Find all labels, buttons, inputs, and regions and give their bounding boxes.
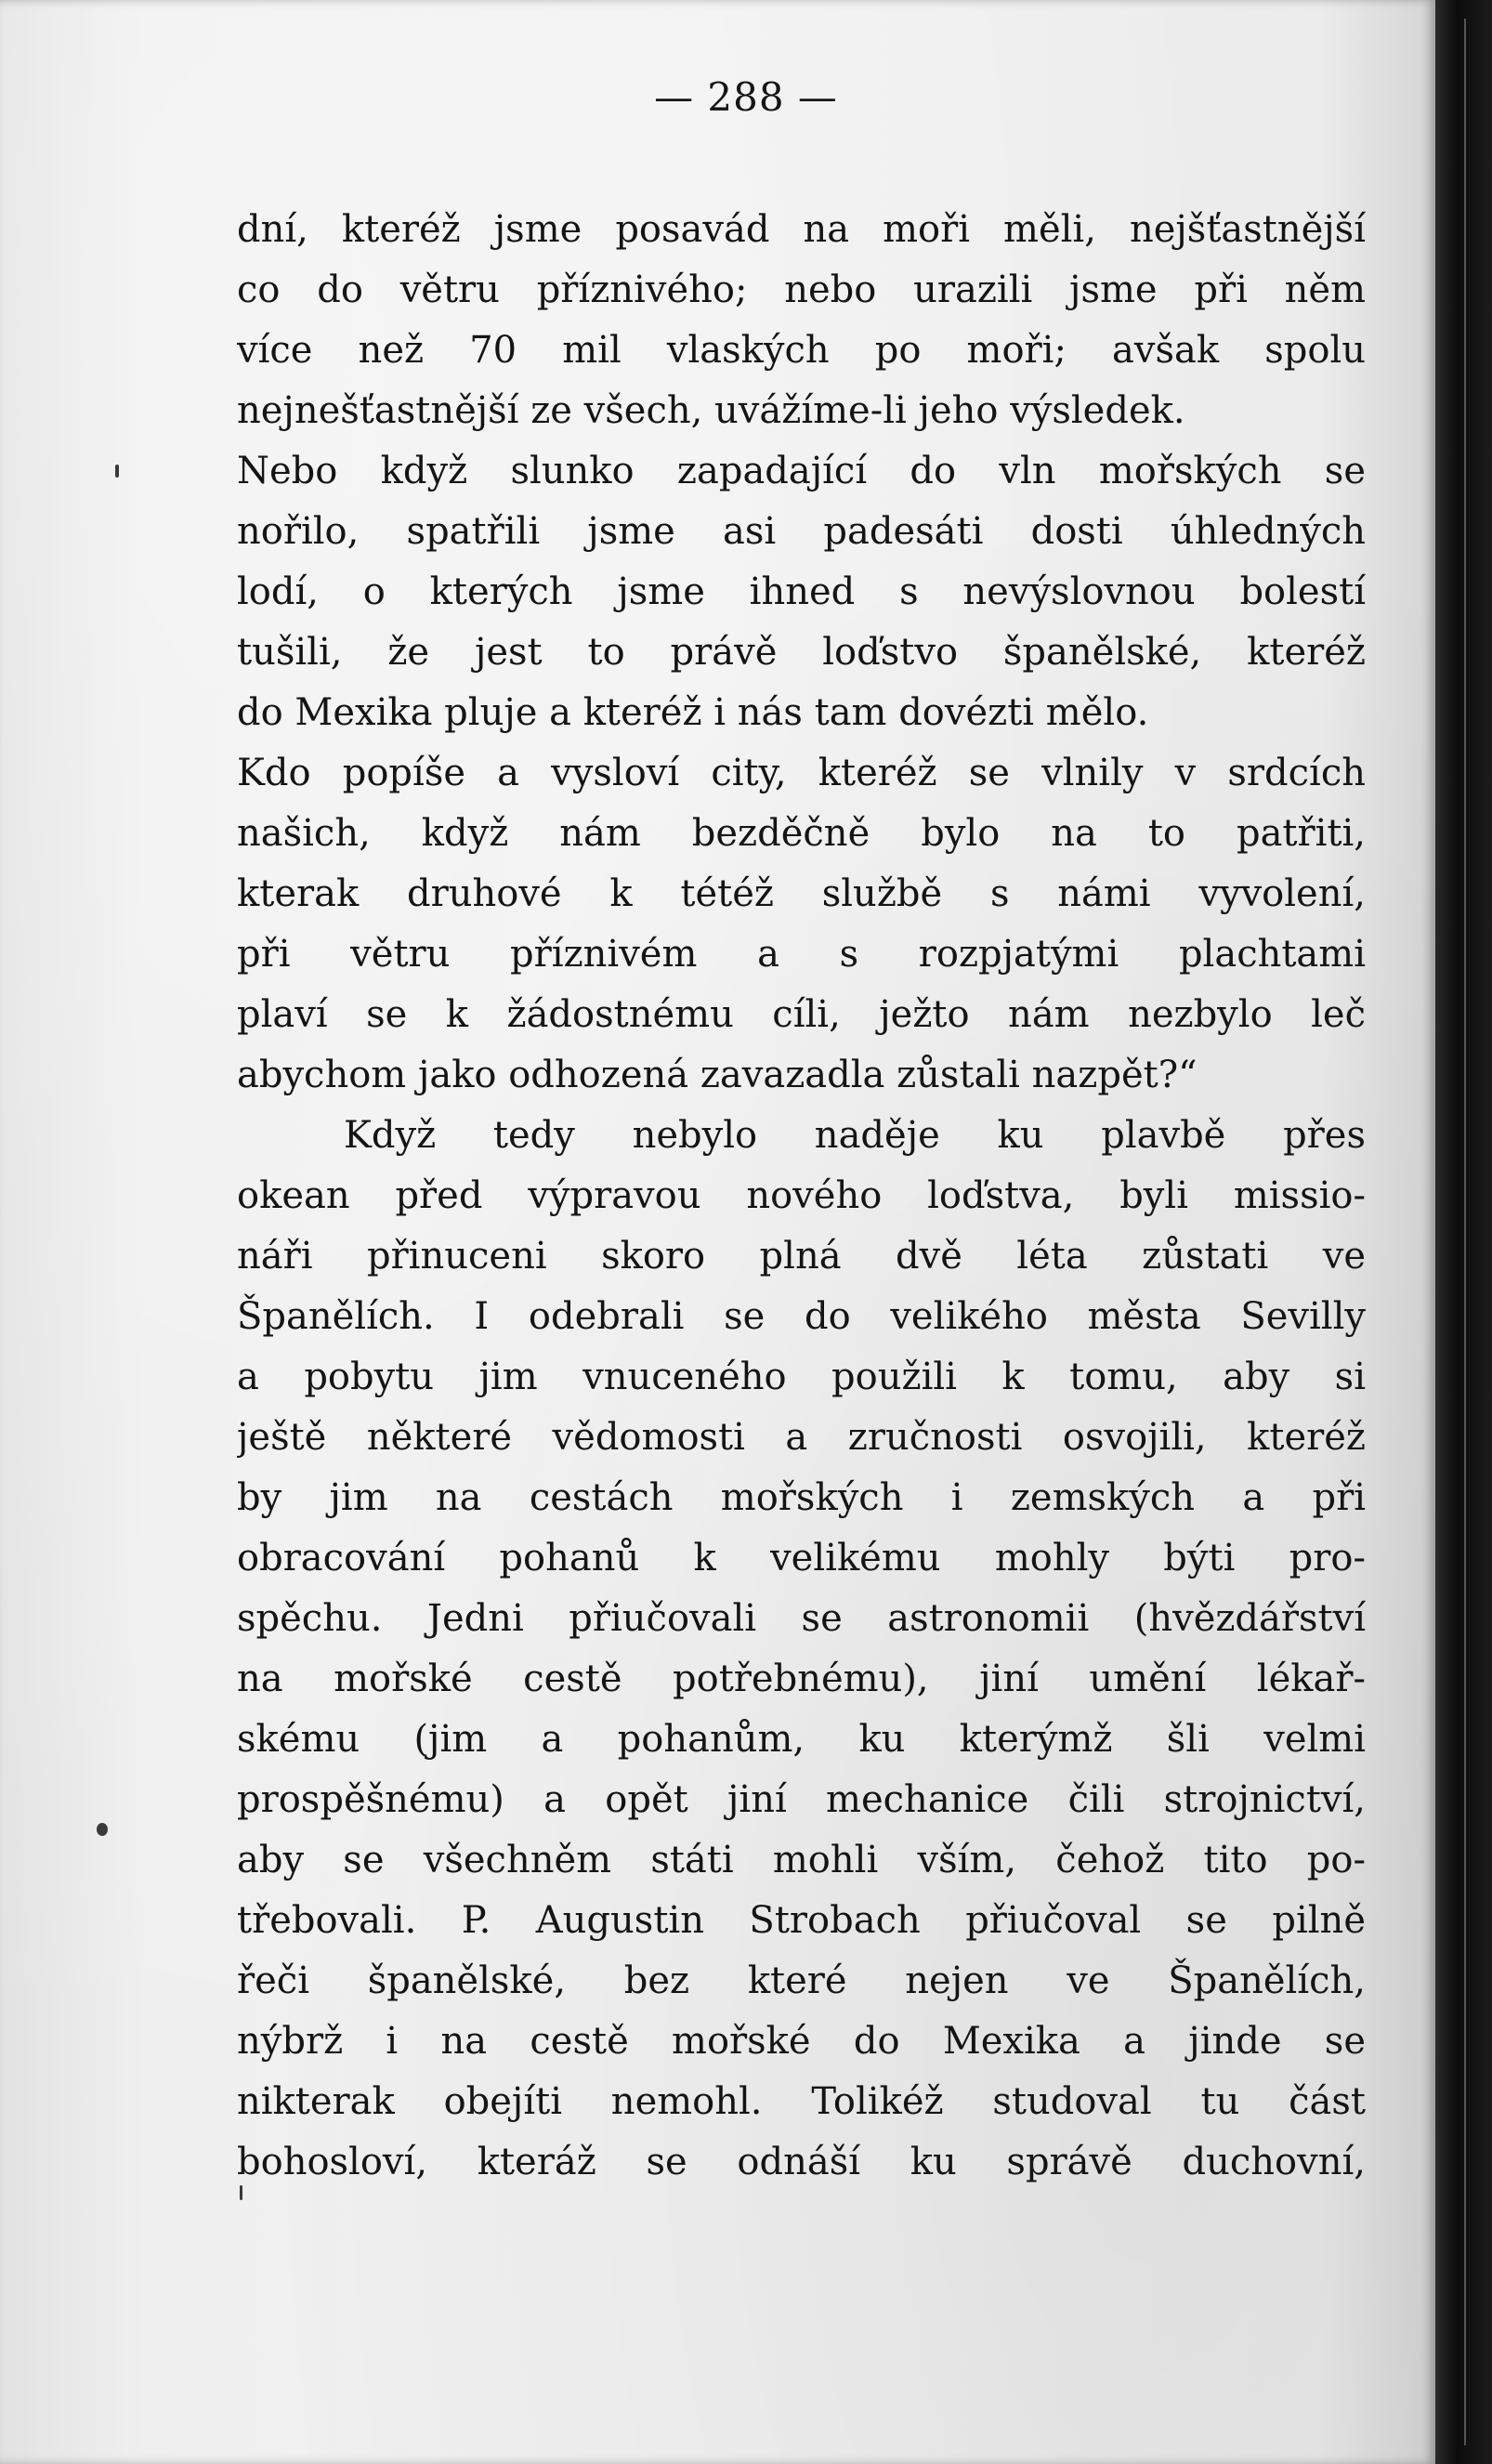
text-line: bohosloví, kteráž se odnáší ku správě duchovní,: [237, 2141, 1366, 2183]
text-line: nejnešťastnější ze všech, uvážíme-li jeho výsledek.: [237, 389, 1185, 432]
text-line: řeči španělské, bez které nejen ve Španělích,: [237, 1959, 1366, 2002]
text-line: skému (jim a pohanům, ku kterýmž šli velmi: [237, 1718, 1366, 1761]
ink-speck: [97, 1823, 108, 1836]
page-edge-line: [1464, 19, 1466, 2445]
text-line: prospěšnému) a opět jiní mechanice čili strojnictví,: [237, 1778, 1366, 1821]
text-line: nořilo, spatřili jsme asi padesáti dosti úhledných: [237, 510, 1366, 553]
text-line: náři přinuceni skoro plná dvě léta zůstati ve: [237, 1235, 1366, 1278]
ink-speck: [115, 465, 119, 478]
text-line: při větru příznivém a s rozpjatými plachtami: [237, 933, 1366, 976]
text-line: co do větru příznivého; nebo urazili jsme při něm: [237, 269, 1366, 311]
text-line: Když tedy nebylo naděje ku plavbě přes: [344, 1114, 1366, 1157]
body-text: [237, 200, 1366, 2193]
text-line: ještě některé vědomosti a zručnosti osvojili, kteréž: [237, 1416, 1366, 1459]
text-line: by jim na cestách mořských i zemských a při: [237, 1476, 1366, 1519]
text-line: do Mexika pluje a kteréž i nás tam dovézti mělo.: [237, 691, 1149, 734]
text-line: Nebo když slunko zapadající do vln mořských se: [237, 450, 1366, 492]
text-line: nýbrž i na cestě mořské do Mexika a jinde se: [237, 2020, 1366, 2063]
text-line: spěchu. Jedni přiučovali se astronomii (hvězdářství: [237, 1597, 1366, 1640]
text-line: okean před výpravou nového loďstva, byli missio-: [237, 1174, 1366, 1217]
text-line: třebovali. P. Augustin Strobach přiučoval se pilně: [237, 1899, 1366, 1942]
text-line: nikterak obejíti nemohl. Tolikéž studoval tu část: [237, 2080, 1366, 2123]
text-line: obracování pohanů k velikému mohly býti pro-: [237, 1537, 1366, 1579]
text-line: našich, když nám bezděčně bylo na to patřiti,: [237, 812, 1366, 855]
text-line: a pobytu jim vnuceného použili k tomu, aby si: [237, 1356, 1366, 1398]
text-line: Španělích. I odebrali se do velikého města Sevilly: [237, 1295, 1366, 1338]
text-line: Kdo popíše a vysloví city, kteréž se vlnily v srdcích: [237, 752, 1366, 794]
page-number: — 288 —: [654, 74, 838, 120]
text-line: kterak druhové k tétéž službě s námi vyvolení,: [237, 872, 1366, 915]
text-line: na mořské cestě potřebnému), jiní umění lékař-: [237, 1658, 1366, 1700]
text-line: tušili, že jest to právě loďstvo španělské, kteréž: [237, 631, 1366, 674]
text-line: plaví se k žádostnému cíli, ježto nám nezbylo leč: [237, 993, 1366, 1036]
text-line: dní, kteréž jsme posavád na moři měli, nejšťastnější: [237, 208, 1366, 251]
text-line: více než 70 mil vlaských po moři; avšak spolu: [237, 329, 1366, 372]
text-line: abychom jako odhozená zavazadla zůstali nazpět?“: [237, 1054, 1198, 1096]
text-line: aby se všechněm státi mohli vším, čehož tito po-: [237, 1839, 1366, 1881]
text-line: lodí, o kterých jsme ihned s nevýslovnou bolestí: [237, 570, 1366, 613]
